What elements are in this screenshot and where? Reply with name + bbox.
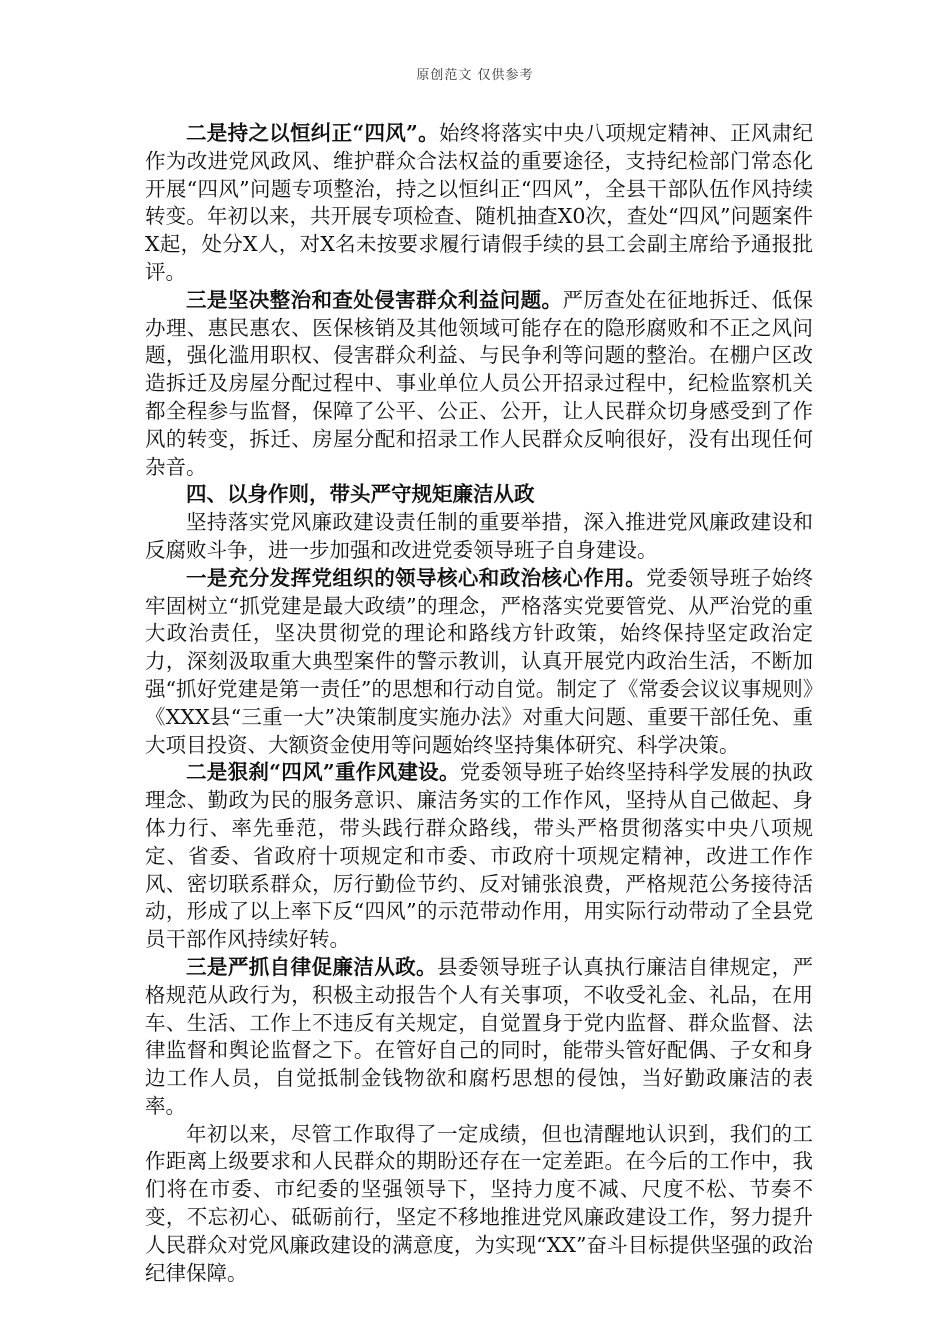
section-heading-text: 四、以身作则，带头严守规矩廉洁从政: [186, 482, 535, 507]
paragraph-lingdao-hexin: [145, 565, 813, 760]
document-body: [145, 120, 813, 1287]
paragraph-text: 严厉查处在征地拆迁、低保办理、惠民惠农、医保核销及其他领域可能存在的隐形腐败和不正之风问题，强化滥用职权、侵害群众利益、与民争利等问题的整治。在棚户区改造拆迁及房屋分配过程中、事业单位人员公开招录过程中，纪检监察机关都全程参与监督，保障了公平、公正、公开，让人民群众切身感受到了作风的转变，拆迁、房屋分配和招录工作人民群众反响很好，没有出现任何杂音。: [145, 287, 814, 479]
paragraph-text: 坚持落实党风廉政建设责任制的重要举措，深入推进党风廉政建设和反腐败斗争，进一步加强和改进党委领导班子自身建设。: [145, 510, 813, 562]
paragraph-zuofeng-jianshe: [145, 759, 813, 954]
paragraph-lead: 一是充分发挥党组织的领导核心和政治核心作用。: [186, 565, 647, 590]
paragraph-jiuzheng-sifeng: [145, 120, 813, 287]
paragraph-lead: 二是持之以恒纠正“四风”。: [186, 121, 439, 145]
paragraph-text: 年初以来，尽管工作取得了一定成绩，但也清醒地认识到，我们的工作距离上级要求和人民群众的期盼还存在一定差距。在今后的工作中，我们将在市委、市纪委的坚强领导下，坚持力度不减、尺度不松、节奏不变，不忘初心、砥砺前行，坚定不移地推进党风廉政建设工作，努力提升人民群众对党风廉政建设的满意度，为实现“XX”奋斗目标提供坚强的政治纪律保障。: [145, 1121, 813, 1285]
paragraph-lead: 二是狠刹“四风”重作风建设。: [186, 760, 460, 785]
paragraph-text: 始终将落实中央八项规定精神、正风肃纪作为改进党风政风、维护群众合法权益的重要途径，支持纪检部门常态化开展“四风”问题专项整治，持之以恒纠正“四风”，全县干部队伍作风持续转变。年初以来，共开展专项检查、随机抽查X0次，查处“四风”问题案件X起，处分X人，对X名未按要求履行请假手续的县工会副主席给予通报批评。: [145, 121, 813, 284]
paragraph-conclusion: [145, 1121, 813, 1288]
paragraph-section-intro: [145, 509, 813, 565]
paragraph-text: 县委领导班子认真执行廉洁自律规定，严格规范从政行为，积极主动报告个人有关事项，不收受礼金、礼品，在用车、生活、工作上不违反有关规定，自觉置身于党内监督、群众监督、法律监督和舆论监督之下。在管好自己的同时，能带头管好配偶、子女和身边工作人员，自觉抵制金钱物欲和腐朽思想的侵蚀，当好勤政廉洁的表率。: [145, 954, 814, 1118]
page-header: 原创范文 仅供参考: [416, 68, 534, 83]
section-heading: [145, 481, 813, 509]
paragraph-lead: 三是严抓自律促廉洁从政。: [186, 954, 437, 979]
paragraph-text: 党委领导班子始终坚持科学发展的执政理念、勤政为民的服务意识、廉洁务实的工作作风，坚持从自己做起、身体力行、率先垂范，带头践行群众路线，带头严格贯彻落实中央八项规定、省委、省政府十项规定和市委、市政府十项规定精神，改进工作作风、密切联系群众，厉行勤俭节约、反对铺张浪费，严格规范公务接待活动，形成了以上率下反“四风”的示范带动作用，用实际行动带动了全县党员干部作风持续好转。: [145, 760, 813, 952]
paragraph-qunzhong-liyi: [145, 287, 813, 482]
paragraph-zilv-lianjie: [145, 954, 813, 1121]
paragraph-lead: 三是坚决整治和查处侵害群众利益问题。: [186, 287, 563, 312]
paragraph-text: 党委领导班子始终牢固树立“抓党建是最大政绩”的理念，严格落实党要管党、从严治党的重大政治责任，坚决贯彻党的理论和路线方针政策，始终保持坚定政治定力，深刻汲取重大典型案件的警示教训，认真开展党内政治生活，不断加强“抓好党建是第一责任”的思想和行动自觉。制定了《常委会议议事规则》《XXX县“三重一大”决策制度实施办法》对重大问题、重要干部任免、重大项目投资、大额资金使用等问题始终坚持集体研究、科学决策。: [145, 565, 814, 757]
